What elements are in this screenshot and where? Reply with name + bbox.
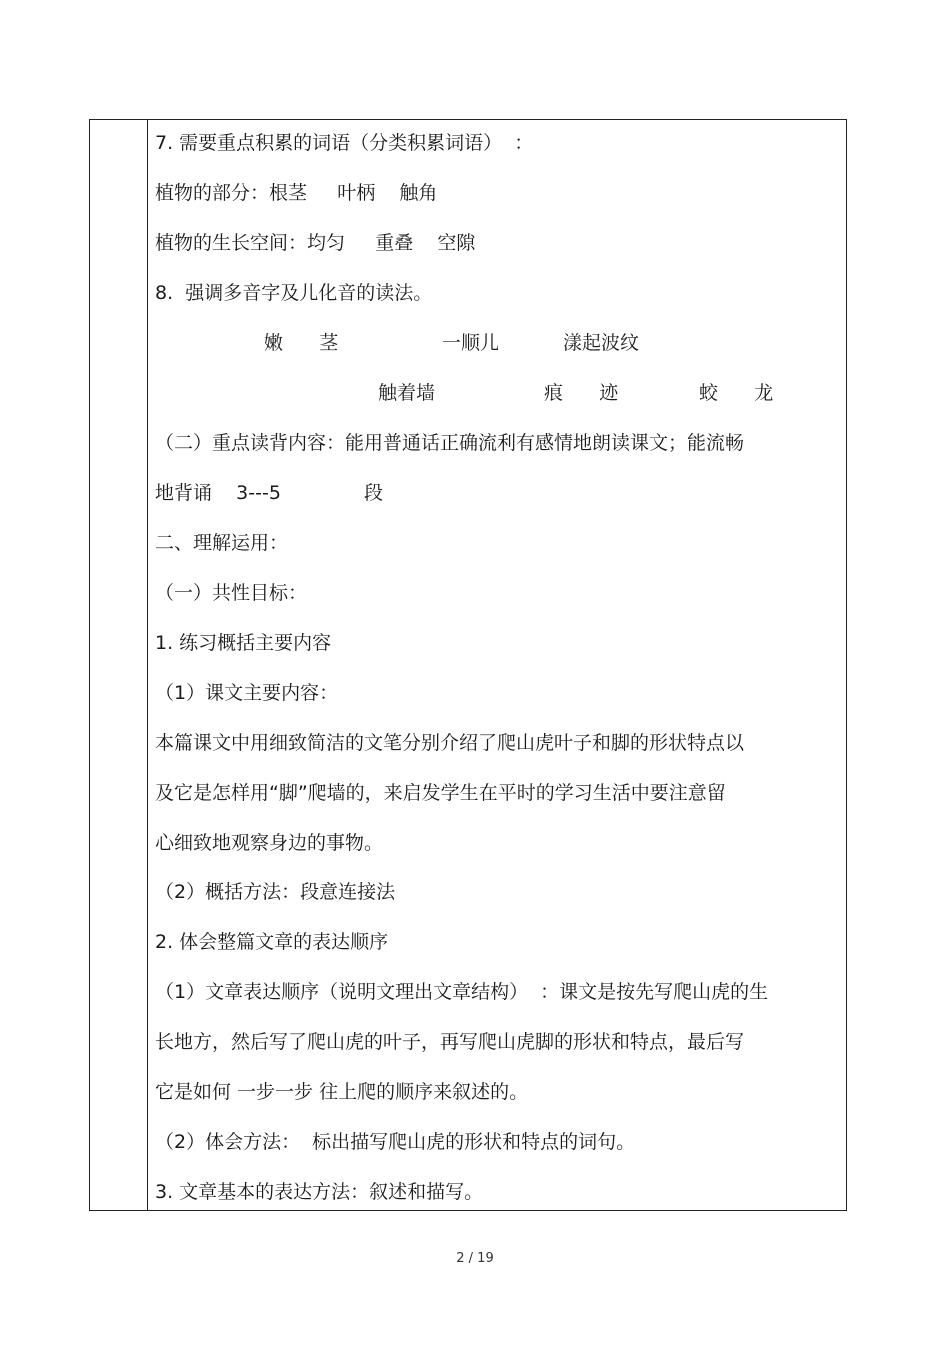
polyphone-word: 蛟 龙 (699, 382, 774, 404)
column-divider (147, 120, 148, 1210)
polyphone-word: 嫩 茎 (264, 332, 339, 354)
recitation-paragraph-unit: 段 (364, 482, 384, 504)
page-number: 2 / 19 (456, 1251, 494, 1266)
polyphone-word: 痕 迹 (544, 382, 619, 404)
recitation-content-cont: 地背诵 3---5 (155, 482, 281, 504)
item-heading: 3. 文章基本的表达方法：叙述和描写。 (155, 1181, 484, 1203)
sub-item-heading: （1）课文主要内容： (155, 682, 339, 704)
paragraph-text: 它是如何 一步一步 往上爬的顺序来叙述的。 (155, 1081, 529, 1103)
subsection-heading: （一）共性目标： (155, 582, 308, 604)
vocab-plant-parts: 植物的部分：根茎 叶柄 触角 (155, 182, 438, 204)
paragraph-text: 长地方，然后写了爬山虎的叶子，再写爬山虎脚的形状和特点，最后写 (155, 1031, 745, 1053)
section-heading: 二、理解运用： (155, 532, 289, 554)
polyphone-word: 一顺儿 (442, 332, 500, 354)
polyphone-word: 触着墙 (378, 382, 436, 404)
recitation-content: （二）重点读背内容：能用普通话正确流利有感情地朗读课文；能流畅 (155, 432, 745, 454)
paragraph-text: （1）文章表达顺序（说明文理出文章结构） ：课文是按先写爬山虎的生 (155, 981, 769, 1003)
paragraph-text: 本篇课文中用细致简洁的文笔分别介绍了爬山虎叶子和脚的形状特点以 (155, 732, 745, 754)
item-heading: 1. 练习概括主要内容 (155, 632, 332, 654)
vocab-growth-space: 植物的生长空间：均匀 重叠 空隙 (155, 232, 476, 254)
paragraph-text: 心细致地观察身边的事物。 (155, 832, 384, 854)
polyphone-heading: 8. 强调多音字及儿化音的读法。 (155, 282, 433, 304)
sub-item-heading: （2）概括方法：段意连接法 (155, 881, 396, 903)
polyphone-word: 漾起波纹 (563, 332, 640, 354)
paragraph-text: 及它是怎样用“脚”爬墙的，来启发学生在平时的学习生活中要注意留 (155, 782, 726, 804)
item-heading: 2. 体会整篇文章的表达顺序 (155, 931, 389, 953)
sub-item-heading: （2）体会方法： 标出描写爬山虎的形状和特点的词句。 (155, 1131, 636, 1153)
vocab-heading: 7. 需要重点积累的词语（分类积累词语） ： (155, 132, 534, 154)
